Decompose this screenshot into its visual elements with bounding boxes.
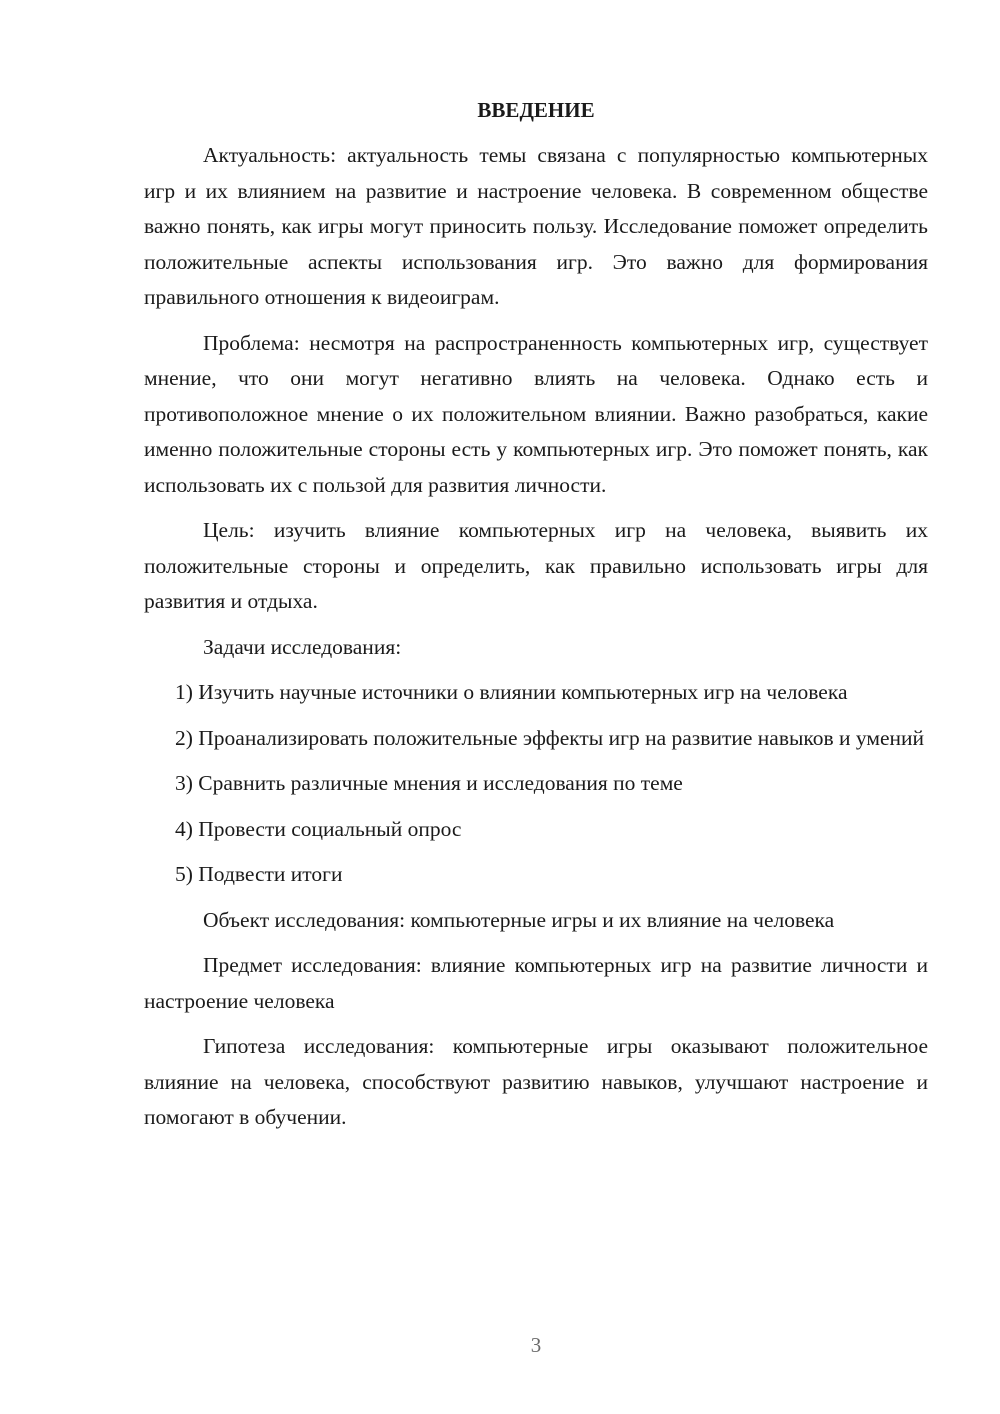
hypothesis-paragraph: Гипотеза исследования: компьютерные игры оказывают положительное влияние на человека, способствуют развитию навыков, улучшают настроение и помогают в обучении. [144, 1034, 928, 1129]
object-paragraph: Объект исследования: компьютерные игры и их влияние на человека [203, 907, 835, 932]
task-item-2: 2) Проанализировать положительные эффекты игр на развитие навыков и умений [175, 725, 925, 750]
task-item-5: 5) Подвести итоги [175, 862, 343, 886]
task-item-3: 3) Сравнить различные мнения и исследования по теме [175, 771, 683, 795]
document-body [144, 92, 928, 1146]
section-title: ВВЕДЕНИЕ [477, 98, 595, 122]
relevance-paragraph: Актуальность: актуальность темы связана с популярностью компьютерных игр и их влиянием на развитие и настроение человека. В современном обществе важно понять, как игры могут приносить пользу. Исследование поможет определить положительные аспекты использования игр. Это важно для формирования правильного отношения к видеоиграм. [144, 143, 928, 309]
page-number: 3 [530, 1333, 542, 1357]
subject-paragraph: Предмет исследования: влияние компьютерных игр на развитие личности и настроение человека [144, 953, 928, 1013]
tasks-heading: Задачи исследования: [203, 634, 402, 659]
task-item-1: 1) Изучить научные источники о влиянии компьютерных игр на человека [175, 680, 848, 704]
goal-paragraph: Цель: изучить влияние компьютерных игр на человека, выявить их положительные стороны и определить, как правильно использовать игры для развития и отдыха. [144, 518, 928, 613]
problem-paragraph: Проблема: несмотря на распространенность компьютерных игр, существует мнение, что они могут негативно влиять на человека. Однако есть и противоположное мнение о их положительном влиянии. Важно разобраться, какие именно положительные стороны есть у компьютерных игр. Это поможет понять, как использовать их с пользой для развития личности. [144, 330, 928, 497]
task-item-4: 4) Провести социальный опрос [175, 816, 462, 841]
